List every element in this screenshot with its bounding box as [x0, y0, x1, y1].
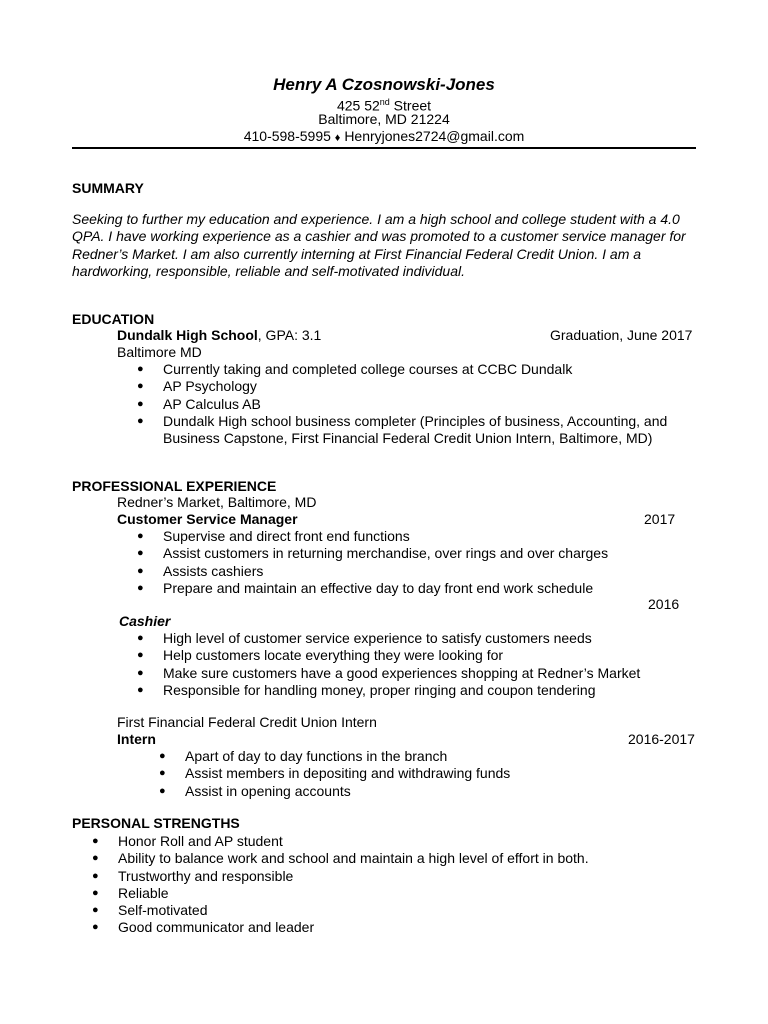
bullet-icon: ● — [137, 530, 144, 542]
bullet-icon: ● — [92, 835, 99, 847]
list-item: ● Currently taking and completed college courses at CCBC Dundalk — [137, 361, 573, 377]
employer-name: Redner’s Market, Baltimore, MD — [117, 494, 317, 510]
bullet-icon: ● — [92, 869, 99, 882]
school-gpa: , GPA: 3.1 — [257, 327, 322, 343]
bullet-icon: ● — [92, 852, 99, 865]
list-item: ● Help customers locate everything they were looking for — [137, 647, 504, 664]
education-heading: EDUCATION — [72, 311, 155, 327]
street-number: 425 52 — [336, 97, 380, 114]
list-item-continuation: Business Capstone, First Financial Federal Credit Union Intern, Baltimore, MD) — [163, 430, 653, 447]
job-title: Intern — [117, 731, 156, 747]
phone-number: 410-598-5995 — [243, 128, 331, 144]
bullet-icon: ● — [92, 904, 99, 917]
list-item: ● Dundalk High school business completer (Principles of business, Accounting, and — [137, 412, 668, 429]
list-item: ● Prepare and maintain an effective day to day front end work schedule — [137, 579, 594, 596]
bullet-icon: ● — [137, 632, 144, 644]
list-item: ● Make sure customers have a good experiences shopping at Redner’s Market — [137, 664, 641, 681]
city-line: Baltimore, MD 21224 — [318, 111, 450, 127]
bullet-icon: ● — [159, 784, 166, 797]
list-item: ● Ability to balance work and school and maintain a high level of effort in both. — [92, 850, 589, 867]
school-name: Dundalk High School — [117, 327, 258, 343]
contact-line — [0, 128, 768, 147]
bullet-icon: ● — [137, 397, 144, 410]
job-title: Customer Service Manager — [117, 511, 298, 527]
list-item: ● Assist customers in returning merchandise, over rings and over charges — [137, 545, 609, 562]
school-location: Baltimore MD — [117, 344, 202, 360]
bullet-icon: ● — [159, 767, 166, 780]
list-item: ● High level of customer service experience to satisfy customers needs — [137, 630, 592, 646]
bullet-icon: ● — [159, 750, 166, 762]
education-list — [117, 361, 697, 447]
list-item: ● Reliable — [92, 884, 169, 901]
separator-diamond-icon: ♦ — [334, 132, 341, 144]
strengths-list — [72, 833, 696, 937]
bullet-icon: ● — [137, 649, 144, 662]
list-item: ● Honor Roll and AP student — [92, 833, 283, 849]
bullet-icon: ● — [137, 380, 144, 393]
list-item: ● Supervise and direct front end functions — [137, 528, 410, 544]
job-year: 2017 — [644, 511, 676, 527]
email-address: Henryjones2724@gmail.com — [344, 128, 525, 144]
resume-name: Henry A Czosnowski-Jones — [273, 75, 495, 94]
job-year: 2016-2017 — [628, 731, 695, 747]
bullet-icon: ● — [137, 547, 144, 560]
list-item: ● Responsible for handling money, proper ringing and coupon tendering — [137, 681, 596, 698]
experience-heading: PROFESSIONAL EXPERIENCE — [72, 478, 277, 494]
list-item: ● Assist in opening accounts — [159, 782, 351, 799]
list-item: ● Good communicator and leader — [92, 919, 315, 936]
role1-list — [117, 528, 697, 597]
role3-list — [117, 748, 697, 800]
street-name: Street — [389, 97, 432, 114]
school-line — [117, 327, 321, 344]
strengths-heading: PERSONAL STRENGTHS — [72, 815, 240, 831]
list-item: ● Assists cashiers — [137, 562, 264, 579]
role2-list — [117, 630, 697, 699]
summary-text: Seeking to further my education and experience. I am a high school and college student with a 4.0 QPA. I have working experience as a cashier and was promoted to a customer service manager for Redner’s Market. I am also currently interning at First Financial Federal Credit Union. I am a hardworking, responsible, reliable and self-motivated individual. — [72, 211, 686, 279]
summary-heading: SUMMARY — [72, 180, 144, 196]
bullet-icon: ● — [92, 886, 99, 899]
list-item: ● AP Calculus AB — [137, 395, 261, 412]
bullet-icon: ● — [137, 666, 144, 679]
graduation-date: Graduation, June 2017 — [550, 327, 693, 343]
bullet-icon: ● — [137, 581, 144, 594]
bullet-icon: ● — [137, 414, 144, 427]
list-item: ● Assist members in depositing and withdrawing funds — [159, 765, 511, 782]
job-year: 2016 — [648, 596, 680, 612]
list-item: ● Apart of day to day functions in the branch — [159, 748, 448, 764]
list-item: ● AP Psychology — [137, 378, 257, 395]
street-ordinal: nd — [379, 97, 390, 107]
bullet-icon: ● — [137, 564, 144, 577]
list-item: ● Trustworthy and responsible — [92, 867, 294, 884]
bullet-icon: ● — [137, 683, 144, 696]
header-divider — [72, 147, 696, 149]
list-item: ● Self-motivated — [92, 902, 208, 919]
bullet-icon: ● — [92, 921, 99, 934]
bullet-icon: ● — [137, 363, 144, 375]
employer-name: First Financial Federal Credit Union Intern — [117, 714, 377, 730]
job-title: Cashier — [119, 613, 171, 629]
